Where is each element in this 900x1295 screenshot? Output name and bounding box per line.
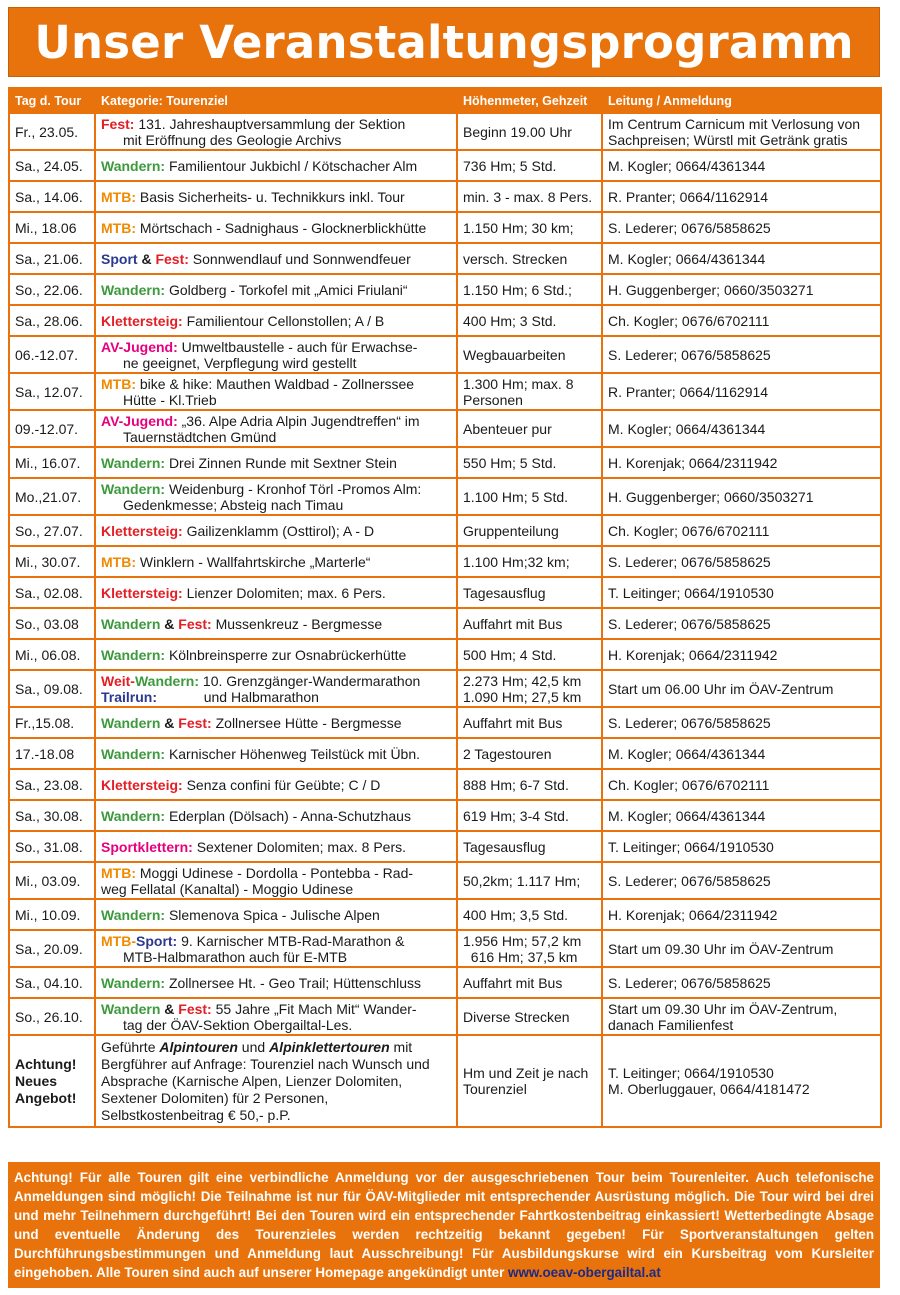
tour-category-cell — [95, 577, 457, 608]
category-keyword: Wandern — [101, 1000, 161, 1017]
tour-title-continued: tag der ÖAV-Sektion Obergailtal-Les. — [123, 1016, 353, 1033]
table-row — [9, 831, 881, 862]
category-keyword: Weit- — [101, 672, 135, 689]
header-date: Tag d. Tour — [9, 88, 95, 113]
tour-line — [101, 554, 370, 570]
special-offer-label: Achtung! Neues Angebot! — [9, 1035, 95, 1127]
offer-text-part: und — [237, 1038, 270, 1055]
category-keyword: Klettersteig: — [101, 584, 183, 601]
tour-line — [101, 313, 384, 329]
tour-info: Beginn 19.00 Uhr — [463, 123, 572, 140]
tour-title: bike & hike: Mauthen Waldbad - Zollnerssee — [139, 375, 415, 392]
offer-keyword: Alpintouren — [159, 1038, 238, 1055]
tour-title: Winklern - Wallfahrtskirche „Marterle“ — [139, 553, 371, 570]
tour-info-cell — [457, 639, 602, 670]
table-row — [9, 478, 881, 515]
tour-line — [101, 839, 406, 855]
tour-line — [101, 282, 408, 298]
tour-category-cell — [95, 373, 457, 410]
table-row — [9, 546, 881, 577]
tour-info: 1.100 Hm;32 km; — [463, 553, 570, 570]
tour-title: Ederplan (Dölsach) - Anna-Schutzhaus — [168, 807, 411, 824]
tour-info-cell — [457, 212, 602, 243]
table-row — [9, 212, 881, 243]
tour-category-cell — [95, 410, 457, 447]
category-keyword: Wandern: — [101, 646, 166, 663]
tour-line — [101, 189, 405, 205]
category-keyword: Sport — [101, 250, 138, 267]
tour-info-cell — [457, 447, 602, 478]
tour-line — [101, 746, 420, 762]
table-row — [9, 738, 881, 769]
tour-category-cell — [95, 181, 457, 212]
tour-date: Mi., 18.06 — [9, 212, 95, 243]
tour-date: So., 22.06. — [9, 274, 95, 305]
tour-info-cell — [457, 274, 602, 305]
tour-title: Kölnbreinsperre zur Osnabrückerhütte — [168, 646, 407, 663]
category-keyword: & — [137, 250, 156, 267]
tour-title: Sonnwendlauf und Sonnwendfeuer — [192, 250, 411, 267]
category-keyword: MTB: — [101, 864, 136, 881]
tour-category-cell — [95, 447, 457, 478]
tour-date: Sa., 21.06. — [9, 243, 95, 274]
tour-date: 09.-12.07. — [9, 410, 95, 447]
tour-title: Drei Zinnen Runde mit Sextner Stein — [168, 454, 397, 471]
tour-line — [101, 975, 421, 991]
tour-title: Senza confini für Geübte; C / D — [186, 776, 381, 793]
tour-title: Familientour Jukbichl / Kötschacher Alm — [168, 157, 418, 174]
tour-line — [101, 413, 420, 429]
tour-category-cell — [95, 707, 457, 738]
tour-category-cell — [95, 930, 457, 967]
tour-date: Mi., 06.08. — [9, 639, 95, 670]
special-offer-text — [95, 1035, 457, 1127]
table-row — [9, 336, 881, 373]
tour-contact: S. Lederer; 0676/5858625 — [602, 336, 881, 373]
tour-category-cell — [95, 639, 457, 670]
tour-contact: S. Lederer; 0676/5858625 — [602, 212, 881, 243]
tour-contact: R. Pranter; 0664/1162914 — [602, 373, 881, 410]
tour-category-cell — [95, 967, 457, 998]
tour-info: 400 Hm; 3 Std. — [463, 312, 557, 329]
tour-contact: Im Centrum Carnicum mit Verlosung von Sachpreisen; Würstl mit Getränk gratis — [602, 113, 881, 150]
tour-contact: T. Leitinger; 0664/1910530 — [602, 831, 881, 862]
tour-title: Sextener Dolomiten; max. 8 Pers. — [196, 838, 406, 855]
tour-info-cell — [457, 769, 602, 800]
tour-date: Fr.,15.08. — [9, 707, 95, 738]
table-row — [9, 447, 881, 478]
header-contact: Leitung / Anmeldung — [602, 88, 881, 113]
header-category: Kategorie: Tourenziel — [95, 88, 457, 113]
table-row — [9, 862, 881, 899]
contact-line: T. Leitinger; 0664/1910530 — [608, 1065, 774, 1081]
tour-info-cell — [457, 967, 602, 998]
tour-contact: S. Lederer; 0676/5858625 — [602, 608, 881, 639]
tour-contact: M. Kogler; 0664/4361344 — [602, 150, 881, 181]
tour-category-cell — [95, 113, 457, 150]
category-keyword: MTB: — [101, 219, 136, 236]
tour-title-continued: MTB-Halbmarathon auch für E-MTB — [123, 948, 348, 965]
table-row — [9, 243, 881, 274]
tour-info: Auffahrt mit Bus — [463, 714, 563, 731]
category-keyword: Fest: — [178, 615, 212, 632]
tour-info-cell — [457, 410, 602, 447]
title-banner — [8, 7, 880, 77]
tour-title-continued: Tauernstädtchen Gmünd — [123, 428, 277, 445]
tour-info: 2.273 Hm; 42,5 km — [463, 672, 582, 689]
tour-info-cell — [457, 546, 602, 577]
tour-info: Diverse Strecken — [463, 1008, 570, 1025]
tour-category-cell — [95, 336, 457, 373]
category-keyword: Wandern: — [101, 157, 166, 174]
tour-date: 06.-12.07. — [9, 336, 95, 373]
tour-date: Sa., 12.07. — [9, 373, 95, 410]
tour-info-cell — [457, 862, 602, 899]
table-body — [9, 113, 881, 1127]
tour-info-cell — [457, 113, 602, 150]
tour-category-cell — [95, 150, 457, 181]
tour-contact: Start um 06.00 Uhr im ÖAV-Zentrum — [602, 670, 881, 707]
category-keyword: Wandern: — [101, 906, 166, 923]
tour-info-cell — [457, 373, 602, 410]
tour-info: Wegbauarbeiten — [463, 346, 566, 363]
tour-title-continued: weg Fellatal (Kanaltal) - Moggio Udinese — [101, 880, 354, 897]
category-keyword: & — [160, 714, 179, 731]
tour-info: versch. Strecken — [463, 250, 568, 267]
tour-date: Sa., 30.08. — [9, 800, 95, 831]
tour-contact: S. Lederer; 0676/5858625 — [602, 862, 881, 899]
table-row — [9, 577, 881, 608]
tour-info: 1.150 Hm; 6 Std.; — [463, 281, 572, 298]
tour-title: 131. Jahreshauptversammlung der Sektion — [138, 115, 406, 132]
tour-date: Mi., 30.07. — [9, 546, 95, 577]
category-keyword: AV-Jugend: — [101, 412, 178, 429]
tour-category-cell — [95, 670, 457, 707]
tour-date: Mi., 16.07. — [9, 447, 95, 478]
offer-keyword: Alpinklettertouren — [269, 1038, 390, 1055]
tour-contact: H. Guggenberger; 0660/3503271 — [602, 478, 881, 515]
tour-category-cell — [95, 212, 457, 243]
tour-title: Weidenburg - Kronhof Törl -Promos Alm: — [168, 480, 422, 497]
tour-title: Goldberg - Torkofel mit „Amici Friulani“ — [168, 281, 408, 298]
category-keyword: Wandern: — [101, 454, 166, 471]
tour-info: min. 3 - max. 8 Pers. — [463, 188, 593, 205]
tour-title-continued: Hütte - Kl.Trieb — [123, 391, 217, 408]
category-keyword: & — [160, 615, 179, 632]
tour-contact: H. Korenjak; 0664/2311942 — [602, 447, 881, 478]
table-row — [9, 639, 881, 670]
tour-contact: S. Lederer; 0676/5858625 — [602, 707, 881, 738]
table-row — [9, 998, 881, 1035]
tour-info-cell — [457, 738, 602, 769]
tour-line-2 — [101, 689, 452, 705]
tour-date: Mi., 10.09. — [9, 899, 95, 930]
tour-info-cell — [457, 243, 602, 274]
tour-info-cell — [457, 930, 602, 967]
category-keyword: Fest: — [155, 250, 189, 267]
tour-line — [101, 616, 382, 632]
tour-title: Mussenkreuz - Bergmesse — [215, 615, 383, 632]
tour-title: Basis Sicherheits- u. Technikkurs inkl. Tour — [139, 188, 405, 205]
tour-line — [101, 715, 402, 731]
category-keyword: Klettersteig: — [101, 312, 183, 329]
page-title: Unser Veranstaltungsprogramm — [34, 15, 854, 69]
tour-contact: H. Guggenberger; 0660/3503271 — [602, 274, 881, 305]
tour-info-cell — [457, 608, 602, 639]
tour-title-continued: Gedenkmesse; Absteig nach Timau — [123, 496, 344, 513]
tour-contact: M. Kogler; 0664/4361344 — [602, 410, 881, 447]
tour-date: Sa., 20.09. — [9, 930, 95, 967]
tour-info: Gruppenteilung — [463, 522, 559, 539]
tour-info-cell — [457, 150, 602, 181]
tour-title: Moggi Udinese - Dordolla - Pontebba - Rad- — [139, 864, 414, 881]
tour-line — [101, 585, 386, 601]
tour-category-cell — [95, 243, 457, 274]
special-offer-info: Hm und Zeit je nach Tourenziel — [457, 1035, 602, 1127]
tour-date: So., 27.07. — [9, 515, 95, 546]
tour-contact: Ch. Kogler; 0676/6702111 — [602, 515, 881, 546]
tour-info: Auffahrt mit Bus — [463, 615, 563, 632]
tour-info: 1.100 Hm; 5 Std. — [463, 488, 569, 505]
tour-info: Tagesausflug — [463, 838, 546, 855]
special-offer-contact — [602, 1035, 881, 1127]
table-row — [9, 670, 881, 707]
tour-contact: H. Korenjak; 0664/2311942 — [602, 899, 881, 930]
tour-date: Mo.,21.07. — [9, 478, 95, 515]
tour-contact: Ch. Kogler; 0676/6702111 — [602, 769, 881, 800]
tour-line — [101, 673, 420, 689]
tour-line — [101, 647, 406, 663]
tour-category-cell — [95, 831, 457, 862]
tour-contact: H. Korenjak; 0664/2311942 — [602, 639, 881, 670]
tour-info: 50,2km; 1.117 Hm; — [463, 872, 581, 889]
tour-contact: M. Kogler; 0664/4361344 — [602, 800, 881, 831]
tour-date: Sa., 09.08. — [9, 670, 95, 707]
tour-line — [101, 808, 411, 824]
tour-line — [101, 523, 374, 539]
tour-contact: R. Pranter; 0664/1162914 — [602, 181, 881, 212]
tour-info: 888 Hm; 6-7 Std. — [463, 776, 569, 793]
category-keyword: AV-Jugend: — [101, 338, 178, 355]
category-keyword: Wandern: — [134, 672, 200, 689]
category-keyword: Wandern — [101, 615, 161, 632]
tour-title: Mörtschach - Sadnighaus - Glocknerblickhütte — [139, 219, 427, 236]
tour-info: 400 Hm; 3,5 Std. — [463, 906, 569, 923]
tour-line — [101, 376, 414, 392]
tour-info-cell — [457, 577, 602, 608]
table-row — [9, 274, 881, 305]
tour-category-cell — [95, 478, 457, 515]
table-row — [9, 410, 881, 447]
notice-text: Achtung! Für alle Touren gilt eine verbindliche Anmeldung vor der ausgeschriebenen Tour beim Tourenleiter. Auch telefonische Anmeldungen sind möglich! Die Teilnahme ist nur für ÖAV-Mitglieder mit entsprechender Ausrüstung möglich. Die Tour wird bei drei und mehr Teilnehmern durchgeführt! Bei den Touren wird ein entsprechender Fahrtkostenbeitrag einkassiert! Wetterbedingte Absage und eventuelle Änderung des Tourenzieles werden rechtzeitig bekannt gegeben! Für Sportveranstaltungen gelten Durchführungsbestimmungen und Anmeldung laut Ausschreibung! Für Ausbildungskurse wird ein Kursbeitrag vom Kursleiter eingehoben. Alle Touren sind auch auf unserer Homepage angekündigt unter — [14, 1170, 874, 1280]
tour-contact: S. Lederer; 0676/5858625 — [602, 546, 881, 577]
table-row — [9, 305, 881, 336]
table-row — [9, 899, 881, 930]
notice-box — [8, 1162, 880, 1288]
tour-contact: Ch. Kogler; 0676/6702111 — [602, 305, 881, 336]
tour-info: 736 Hm; 5 Std. — [463, 157, 557, 174]
offer-text-part: mit Bergführer auf Anfrage: Tourenziel nach Wunsch und Absprache (Karnische Alpen, Lienzer Dolomiten, Sextener Dolomiten) für 2 Personen, Selbstkostenbeitrag € 50,- p.P. — [101, 1038, 430, 1123]
tour-info-cell — [457, 707, 602, 738]
tour-date: 17.-18.08 — [9, 738, 95, 769]
tour-date: Sa., 24.05. — [9, 150, 95, 181]
tour-line — [101, 158, 417, 174]
tour-info: 2 Tagestouren — [463, 745, 552, 762]
category-keyword: Wandern: — [101, 745, 166, 762]
tour-title-continued: und Halbmarathon — [203, 688, 319, 705]
tour-date: Sa., 14.06. — [9, 181, 95, 212]
tour-date: So., 26.10. — [9, 998, 95, 1035]
table-row — [9, 150, 881, 181]
category-keyword: Klettersteig: — [101, 522, 183, 539]
category-keyword: Wandern — [101, 714, 161, 731]
homepage-link[interactable]: www.oeav-obergailtal.at — [508, 1265, 661, 1280]
tour-category-cell — [95, 769, 457, 800]
category-keyword: Fest: — [178, 714, 212, 731]
tour-info-cell — [457, 305, 602, 336]
tour-category-cell — [95, 800, 457, 831]
tour-info-cell — [457, 478, 602, 515]
tour-title: Karnischer Höhenweg Teilstück mit Übn. — [168, 745, 421, 762]
table-row — [9, 967, 881, 998]
tour-line — [101, 481, 421, 497]
tour-category-cell — [95, 998, 457, 1035]
tour-info-cell — [457, 515, 602, 546]
tour-info: 1.300 Hm; max. 8 Personen — [463, 375, 574, 408]
tour-title: 9. Karnischer MTB-Rad-Marathon & — [181, 932, 405, 949]
tour-info: 500 Hm; 4 Std. — [463, 646, 557, 663]
tour-date: So., 31.08. — [9, 831, 95, 862]
table-header-row — [9, 88, 881, 113]
header-altitude: Höhenmeter, Gehzeit — [457, 88, 602, 113]
tour-title: Gailizenklamm (Osttirol); A - D — [186, 522, 375, 539]
tour-info: 619 Hm; 3-4 Std. — [463, 807, 569, 824]
offer-text-part: Geführte — [101, 1038, 160, 1055]
category-keyword: & — [160, 1000, 179, 1017]
tour-contact: Start um 09.30 Uhr im ÖAV-Zentrum — [602, 930, 881, 967]
tour-contact: M. Kogler; 0664/4361344 — [602, 243, 881, 274]
tour-date: Sa., 23.08. — [9, 769, 95, 800]
table-row — [9, 930, 881, 967]
tour-info-cell — [457, 181, 602, 212]
tour-title: Umweltbaustelle - auch für Erwachse- — [181, 338, 418, 355]
tour-line — [101, 251, 411, 267]
tour-info: 1.956 Hm; 57,2 km — [463, 932, 582, 949]
tour-info-cell — [457, 336, 602, 373]
tour-contact: Start um 09.30 Uhr im ÖAV-Zentrum, danach Familienfest — [602, 998, 881, 1035]
table-row — [9, 113, 881, 150]
tour-info-cell — [457, 899, 602, 930]
category-keyword: Klettersteig: — [101, 776, 183, 793]
tour-category-cell — [95, 515, 457, 546]
tour-title: 10. Grenzgänger-Wandermarathon — [202, 672, 421, 689]
tour-line — [101, 933, 404, 949]
tour-category-cell — [95, 274, 457, 305]
category-keyword: MTB: — [101, 553, 136, 570]
category-keyword: Wandern: — [101, 807, 166, 824]
tour-info: Abenteuer pur — [463, 420, 552, 437]
tour-category-cell — [95, 305, 457, 336]
tour-info: 550 Hm; 5 Std. — [463, 454, 557, 471]
tour-date: Fr., 23.05. — [9, 113, 95, 150]
tour-category-cell — [95, 862, 457, 899]
table-row — [9, 515, 881, 546]
tour-line — [101, 1001, 417, 1017]
tour-category-cell — [95, 608, 457, 639]
tour-info-2: 1.090 Hm; 27,5 km — [463, 688, 582, 705]
contact-line: M. Oberluggauer, 0664/4181472 — [608, 1081, 810, 1097]
tour-category-cell — [95, 899, 457, 930]
tour-info: Tagesausflug — [463, 584, 546, 601]
tour-category-cell — [95, 546, 457, 577]
tour-info-cell — [457, 800, 602, 831]
tour-title-continued: ne geeignet, Verpflegung wird gestellt — [123, 354, 357, 371]
tour-info-cell — [457, 831, 602, 862]
tour-date: Mi., 03.09. — [9, 862, 95, 899]
tour-title: Zollnersee Hütte - Bergmesse — [215, 714, 402, 731]
category-keyword: Wandern: — [101, 480, 166, 497]
tour-line — [101, 777, 380, 793]
table-row — [9, 608, 881, 639]
tour-info-cell — [457, 670, 602, 707]
category-keyword: MTB: — [101, 188, 136, 205]
tour-info: 1.150 Hm; 30 km; — [463, 219, 574, 236]
tour-line — [101, 339, 417, 355]
category-keyword: Sport: — [136, 932, 178, 949]
table-row — [9, 707, 881, 738]
tour-date: Sa., 28.06. — [9, 305, 95, 336]
tour-line — [101, 455, 397, 471]
category-keyword: Wandern: — [101, 974, 166, 991]
tour-info-2: 616 Hm; 37,5 km — [463, 948, 578, 965]
tour-info-cell — [457, 998, 602, 1035]
tour-title: Lienzer Dolomiten; max. 6 Pers. — [186, 584, 386, 601]
tour-line — [101, 220, 426, 236]
table-row — [9, 181, 881, 212]
category-keyword: Sportklettern: — [101, 838, 193, 855]
tour-title: 55 Jahre „Fit Mach Mit“ Wander- — [215, 1000, 417, 1017]
tour-title: Familientour Cellonstollen; A / B — [186, 312, 385, 329]
tour-line — [101, 116, 405, 132]
tour-date: Sa., 04.10. — [9, 967, 95, 998]
program-table — [8, 87, 882, 1128]
category-keyword: Wandern: — [101, 281, 166, 298]
tour-category-cell — [95, 738, 457, 769]
tour-date: Sa., 02.08. — [9, 577, 95, 608]
table-row — [9, 373, 881, 410]
tour-contact: T. Leitinger; 0664/1910530 — [602, 577, 881, 608]
tour-line — [101, 907, 380, 923]
category-keyword: Fest: — [178, 1000, 212, 1017]
category-keyword: Trailrun: — [101, 688, 158, 705]
tour-contact: S. Lederer; 0676/5858625 — [602, 967, 881, 998]
table-row — [9, 769, 881, 800]
tour-title-continued: mit Eröffnung des Geologie Archivs — [123, 131, 342, 148]
category-keyword: MTB: — [101, 375, 136, 392]
tour-date: So., 03.08 — [9, 608, 95, 639]
tour-info: Auffahrt mit Bus — [463, 974, 563, 991]
table-row — [9, 800, 881, 831]
tour-line — [101, 865, 452, 881]
category-keyword: Fest: — [101, 115, 135, 132]
tour-contact: M. Kogler; 0664/4361344 — [602, 738, 881, 769]
tour-title: Slemenova Spica - Julische Alpen — [168, 906, 380, 923]
tour-title: „36. Alpe Adria Alpin Jugendtreffen“ im — [181, 412, 420, 429]
category-keyword: MTB- — [101, 932, 136, 949]
tour-title: Zollnersee Ht. - Geo Trail; Hüttenschluss — [168, 974, 422, 991]
special-offer-row — [9, 1035, 881, 1127]
